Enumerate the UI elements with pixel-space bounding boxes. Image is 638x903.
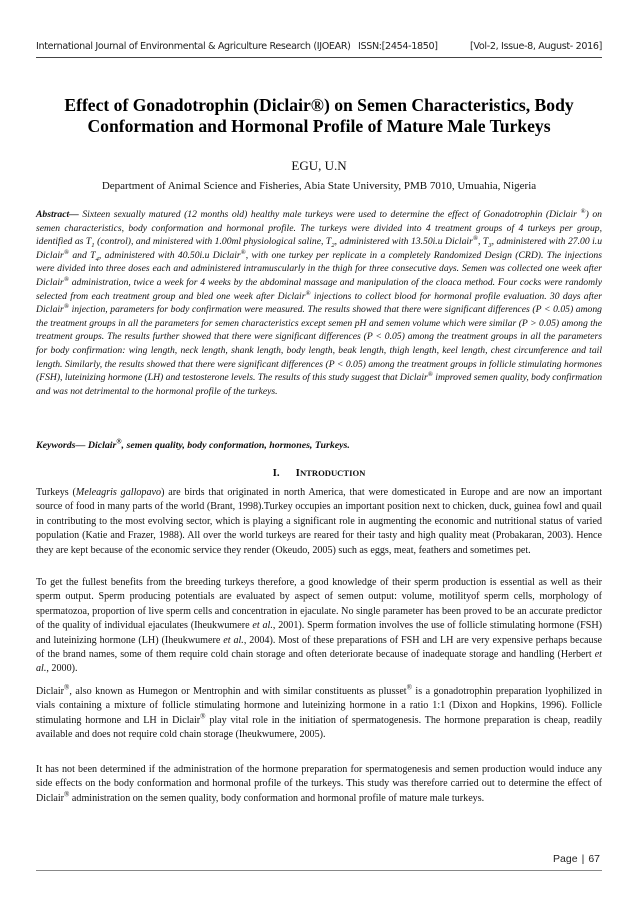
abstract-text: (control), and ministered with 1.00ml physiological saline, T (94, 236, 332, 248)
abstract (36, 208, 602, 398)
body-text: Turkeys ( (36, 487, 76, 498)
page-number (553, 853, 600, 865)
citation-etal: et al. (36, 649, 602, 675)
body-text: It has not been determined if the administration of the hormone preparation for spermatogenesis and semen production would induce any side effects on the body conformation and hormonal profile of the turkeys. This study was therefore carried out to determine the effect of Diclair (36, 764, 602, 804)
affiliation: Department of Animal Science and Fisheries, Abia State University, PMB 7010, Umuahia, Nigeria (101, 180, 537, 192)
registered-mark: ® (472, 234, 478, 242)
section-title: NTRODUCTION (299, 468, 366, 478)
body-text: , 2001). Sperm formation involves the use of follicle stimulating hormone (FSH) and luteinizing hormone (LH) (Iheukwumere (36, 620, 602, 646)
footer-rule (36, 870, 602, 871)
body-paragraph (36, 685, 602, 743)
body-text: , also known as Humegon or Mentrophin and with similar constituents as plusset (69, 686, 407, 697)
body-paragraph (36, 763, 602, 806)
registered-mark: ® (64, 683, 70, 692)
subscript: 1 (91, 242, 95, 250)
body-text: is a gonadotrophin preparation lyophilized in vials containing a mixture of follicle stimulating hormone and luteinizing hormone in a ratio 1:1 (Dixon and Hopkins, 1996). Follicle stimulating hormone and LH in Diclair (36, 686, 603, 726)
abstract-text: Sixteen sexually matured (12 months old) healthy male turkeys were used to determine the effect of Gonadotrophin (Diclair (78, 209, 581, 220)
citation-etal: et al. (252, 620, 273, 632)
abstract-text: , with one turkey per replicate in a completely Randomized Design (CRD). The injections were divided into three doses each and administered intramuscularly in the thigh for three consecutive days. Semen was collected one week after Diclair (36, 249, 602, 288)
registered-mark: ® (240, 248, 246, 256)
abstract-text: injection, parameters for body confirmation were measured. The results showed that there were significant differences (P < 0.05) among the treatment groups in all the parameters for semen characteristics except semen pH and semen volume which were similar (P > 0.05) among the treatment groups. The results further showed that there were significant differences (P < 0.05) among the treatment groups in all the parameters for body confirmation: wing length, neck length, shank length, body length, beak length, thigh length, keel length, chest circumference and tail length. Similarly, the results showed that there were significant differences (P < 0.05) among the treatment groups in follicle stimulating hormones (FSH), luteinizing hormone (LH) and testosterone levels. The results of this study suggest that Diclair (36, 304, 602, 384)
registered-mark: ® (63, 302, 69, 310)
volume-issue: [Vol-2, Issue-8, August- 2016] (470, 41, 602, 52)
body-text: Diclair (36, 686, 65, 697)
running-header (36, 41, 602, 55)
abstract-text: , administered with 27.00 i.u Diclair (36, 236, 603, 261)
registered-mark: ® (116, 438, 122, 446)
body-text: play vital role in the initiation of spermatogenesis. The hormone preparation is cheap, readily available and does not require cold chain storage (Iheukwumere, 2005). (36, 714, 603, 741)
abstract-text: , administered with 40.50i.u Diclair (98, 249, 241, 261)
body-paragraph (36, 576, 602, 677)
body-text: ) are birds that originated in north America, that were domesticated in Europe and are now an important source of food in many parts of the world (Brant, 1998).Turkey occupies an important position next to chicken, duck, guinea fowl and quail in contributing to the most evolving sector, which is playing a significant role in augmenting the economic and nutritional status of varied population (Katie and Frazer, 1988). All over the world turkeys are reared for their tasty and high quality meat (Probakaran, 2003). Hence they are kept because of the economic service they render (Okeudo, 2005) such as eggs, meat, feathers and sometimes pet. (36, 487, 603, 556)
abstract-text: , T (477, 236, 489, 248)
body-text: To get the fullest benefits from the breeding turkeys therefore, a good knowledge of their sperm production is essential as well as their sperm output. Sperm producing potentials are evaluated by aspect of semen output: volume, motilityof sperm cells, morphology of spermatozoa, proportion of live sperm cells and concentration in ejaculate. No single parameter has been proved to be an accurate predictor of the quality of individual ejaculates (Iheukwumere (36, 577, 602, 632)
body-text: , 2004). Most of these preparations of FSH and LH are very expensive perhaps because of the brand names, some of them require cold chain storage and often deteriorate because of inadequate storage and handling (Herbert (36, 634, 602, 661)
abstract-label: Abstract— (36, 209, 79, 220)
section-number: I. (272, 467, 280, 479)
subscript: 4 (95, 255, 99, 263)
page-number-value: 67 (588, 853, 600, 865)
abstract-text: ) on semen characteristics, body conformation and hormonal profile. The turkeys were divided into 4 treatment groups of 4 turkeys per group, identified as T (36, 209, 602, 248)
abstract-text: injections to collect blood for hormonal profile evaluation. 30 days after Diclair (36, 290, 602, 316)
abstract-text: , administered with 13.50i.u Diclair (334, 236, 473, 248)
abstract-text: and T (68, 249, 96, 261)
registered-mark: ® (427, 370, 433, 378)
abstract-text: improved semen quality, body confirmation and was not detrimental to the hormonal profile of the turkeys. (36, 372, 603, 397)
body-paragraph (36, 486, 602, 558)
keywords (36, 440, 602, 451)
subscript: 2 (331, 242, 335, 250)
registered-mark: ® (63, 248, 69, 256)
page-separator: | (581, 853, 585, 865)
abstract-text: administration, twice a week for 4 weeks by the abdominal massage and manipulation of the cloaca method. Four cocks were randomly selected from each treatment group and bled one week after Diclair (36, 276, 602, 302)
body-text: , 2000). (46, 663, 78, 675)
author: EGU, U.N (291, 158, 347, 173)
body-text: administration on the semen quality, body conformation and hormonal profile of mature male turkeys. (69, 792, 485, 804)
subscript: 3 (488, 242, 492, 250)
registered-mark: ® (63, 275, 69, 283)
article-title: Effect of Gonadotrophin (Diclair®) on Semen Characteristics, Body Conformation and Hormonal Profile of Mature Male Turkeys (64, 95, 574, 136)
registered-mark: ® (580, 207, 586, 215)
registered-mark: ® (200, 712, 206, 721)
journal-name: International Journal of Environmental & Agriculture Research (IJOEAR) (36, 41, 351, 52)
issn: ISSN:[2454-1850] (358, 41, 438, 52)
registered-mark: ® (64, 790, 70, 799)
keywords-text: Keywords— Diclair (36, 440, 117, 451)
header-rule (36, 57, 602, 58)
page-label: Page (553, 853, 578, 865)
keywords-text: , semen quality, body conformation, hormones, Turkeys. (121, 440, 350, 451)
species-name: Meleagris gallopavo (75, 487, 162, 498)
section-title-initial: I (295, 467, 300, 479)
registered-mark: ® (305, 289, 311, 297)
registered-mark: ® (406, 683, 412, 692)
section-heading (0, 467, 638, 479)
citation-etal: et al. (223, 634, 244, 646)
